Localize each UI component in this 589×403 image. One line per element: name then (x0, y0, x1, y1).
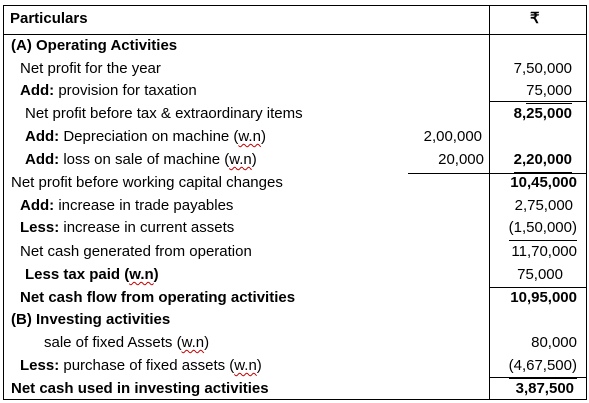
header-row (3, 8, 587, 31)
section-heading-operating: (A) Operating Activities (11, 37, 178, 54)
row-provision-taxation: Add: provision for taxation 75,000 (3, 80, 587, 103)
row-before-tax: Net profit before tax & extraordinary items 8,25,000 (25, 105, 572, 122)
particulars-header: Particulars (10, 10, 88, 27)
row-cash-generated: Net cash generated from operation 11,70,000 (20, 243, 577, 260)
currency-header: ₹ (530, 10, 540, 27)
row-net-investing: Net cash used in investing activities 3,87,500 (11, 380, 574, 397)
row-before-working-capital: Net profit before working capital changes 10,45,000 (11, 174, 577, 191)
row-purchase-fixed-assets: Less: purchase of fixed assets (w.n) (4,67,500) (3, 355, 587, 378)
row-tax-paid: Less tax paid (w.n) 75,000 (3, 264, 587, 287)
row-sale-fixed-assets: sale of fixed Assets (w.n) 80,000 (44, 334, 577, 351)
cash-flow-statement (3, 5, 587, 399)
section-heading-investing: (B) Investing activities (11, 311, 171, 328)
row-net-profit: Net profit for the year 7,50,000 (20, 60, 572, 77)
row-current-assets: Less: increase in current assets (1,50,000) (3, 217, 587, 240)
table-top-border (3, 5, 587, 6)
row-net-operating-flow: Net cash flow from operating activities 10,95,000 (20, 289, 577, 306)
row-depreciation: Add: Depreciation on machine (w.n) 2,00,000 (25, 128, 482, 145)
row-loss-sale: Add: loss on sale of machine (w.n) 20,000 2,20,000 (3, 149, 587, 172)
row-trade-payables: Add: increase in trade payables 2,75,000 (20, 197, 573, 214)
